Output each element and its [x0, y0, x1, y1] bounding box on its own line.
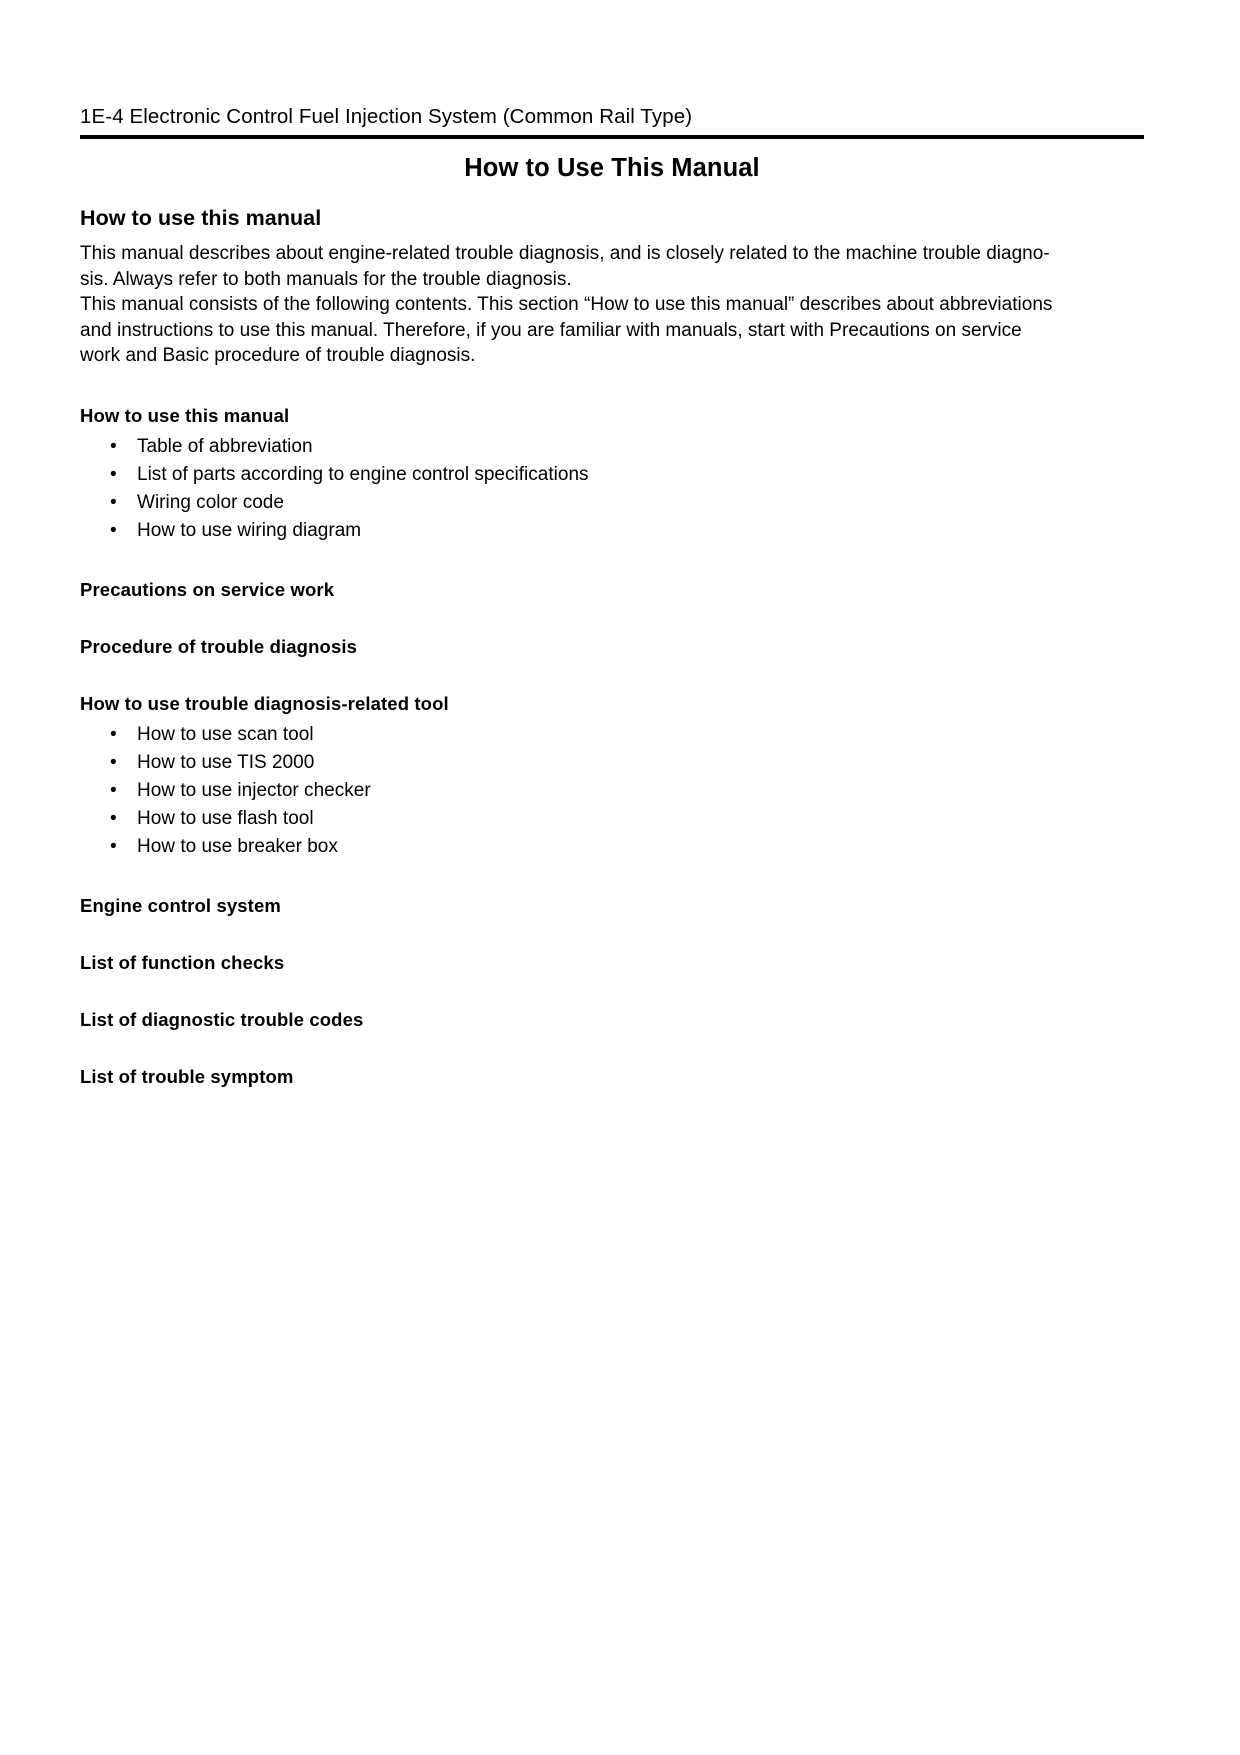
bullet-icon: •	[110, 491, 117, 513]
list-item	[80, 433, 1144, 461]
bullet-icon: •	[110, 723, 117, 745]
list-item	[80, 749, 1144, 777]
sub-heading-list-of-function-checks: List of function checks	[80, 951, 285, 973]
paragraph-line: This manual consists of the following contents. This section “How to use this manual” describes about abbreviations	[80, 294, 1053, 315]
bullet-list-trouble-diagnosis-tools	[80, 721, 1144, 861]
running-header: 1E-4 Electronic Control Fuel Injection System (Common Rail Type)	[80, 105, 693, 128]
bullet-list-how-to-use-this-manual	[80, 433, 1144, 545]
list-item-label: List of parts according to engine control specifications	[137, 463, 589, 485]
list-item	[80, 721, 1144, 749]
list-item-label: How to use scan tool	[137, 723, 314, 745]
paragraph-line: This manual describes about engine-related trouble diagnosis, and is closely related to the machine trouble diagno-	[80, 243, 1050, 264]
sub-heading-precautions-on-service-work: Precautions on service work	[80, 578, 335, 600]
list-item-label: How to use breaker box	[137, 835, 338, 857]
header-rule	[80, 135, 1144, 139]
sub-heading-how-to-use-this-manual: How to use this manual	[80, 404, 290, 426]
paragraph-line: and instructions to use this manual. Therefore, if you are familiar with manuals, start with Precautions on service	[80, 319, 1022, 341]
bullet-icon: •	[110, 779, 117, 801]
paragraph-line: sis. Always refer to both manuals for the trouble diagnosis.	[80, 268, 572, 290]
list-item-label: How to use TIS 2000	[137, 751, 315, 773]
bullet-icon: •	[110, 835, 117, 857]
sub-heading-engine-control-system: Engine control system	[80, 894, 281, 916]
paragraph-line: work and Basic procedure of trouble diagnosis.	[80, 345, 476, 366]
bullet-icon: •	[110, 435, 117, 457]
bullet-icon: •	[110, 751, 117, 773]
bullet-icon: •	[110, 807, 117, 829]
sub-heading-how-to-use-trouble-diagnosis-related-tool: How to use trouble diagnosis-related tool	[80, 692, 449, 714]
intro-paragraph-1	[80, 241, 1144, 292]
list-item-label: How to use injector checker	[137, 779, 371, 801]
list-item	[80, 833, 1144, 861]
chapter-title: How to Use This Manual	[464, 154, 760, 182]
list-item	[80, 805, 1144, 833]
list-item-label: Wiring color code	[137, 491, 284, 513]
page-content	[80, 104, 1144, 1089]
intro-paragraph-2	[80, 292, 1144, 369]
list-item-label: Table of abbreviation	[137, 435, 313, 457]
list-item	[80, 517, 1144, 545]
list-item	[80, 489, 1144, 517]
bullet-icon: •	[110, 463, 117, 485]
list-item-label: How to use flash tool	[137, 807, 314, 829]
section-title: How to use this manual	[80, 206, 322, 230]
sub-heading-list-of-diagnostic-trouble-codes: List of diagnostic trouble codes	[80, 1008, 364, 1030]
sub-heading-list-of-trouble-symptom: List of trouble symptom	[80, 1065, 294, 1087]
bullet-icon: •	[110, 519, 117, 541]
list-item-label: How to use wiring diagram	[137, 519, 362, 541]
sub-heading-procedure-of-trouble-diagnosis: Procedure of trouble diagnosis	[80, 635, 358, 657]
list-item	[80, 461, 1144, 489]
list-item	[80, 777, 1144, 805]
